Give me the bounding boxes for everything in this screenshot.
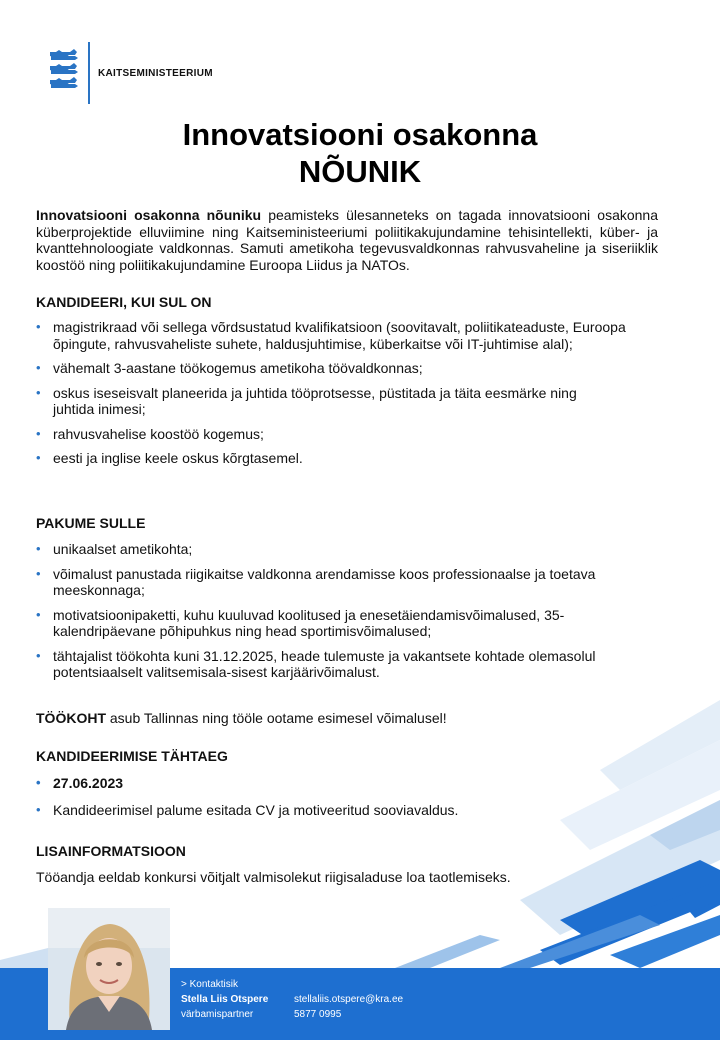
page-title-line1: Innovatsiooni osakonna — [182, 117, 538, 152]
extra-info-text: Tööandja eeldab konkursi võitjalt valmisolekut riigisaladuse loa taotlemiseks. — [36, 869, 511, 885]
list-item: • unikaalset ametikohta; — [36, 541, 656, 558]
requirements-heading: KANDIDEERI, KUI SUL ON — [36, 294, 212, 310]
deadline-heading: KANDIDEERIMISE TÄHTAEG — [36, 748, 228, 764]
deadline-list — [36, 775, 656, 818]
list-item: • rahvusvahelise koostöö kogemus; — [36, 426, 656, 443]
list-item: • motivatsioonipaketti, kuhu kuuluvad koolitused ja enesetäiendamisvõimalused, 35-kalendripäevane põhipuhkus ning head sportimisvõimalused; — [36, 607, 656, 640]
offer-list — [36, 541, 656, 681]
intro-bold-lead: Innovatsiooni osakonna nõuniku — [36, 207, 262, 223]
deadline-date: • 27.06.2023 — [36, 775, 656, 792]
contact-phone[interactable]: 5877 0995 — [294, 1009, 342, 1020]
list-item: • eesti ja inglise keele oskus kõrgtasemel. — [36, 450, 656, 467]
list-item: • oskus iseseisvalt planeerida ja juhtida tööprotsesse, püstitada ja täita eesmärke ning juhtida inimesi; — [36, 385, 656, 418]
contact-photo — [48, 908, 170, 1030]
contact-name: Stella Liis Otspere — [181, 994, 269, 1005]
contact-email[interactable]: stellaliis.otspere@kra.ee — [294, 994, 404, 1005]
list-item: • tähtajalist töökohta kuni 31.12.2025, heade tulemuste ja vakantsete kohtade olemasolul potentsiaalselt valitsemisala-sisest karjäärivõimalust. — [36, 648, 656, 681]
intro-paragraph — [36, 207, 658, 273]
intro-text: peamisteks ülesanneteks on tagada innovatsiooni osakonna küberprojektide elluviimine ning Kaitseministeeriumi poliitikakujundamine tehisintellekti, küber- ja kvanttehnoloogiate valdkonnas. Samuti ametikoha tegevusvaldkonnas rahvusvaheline ja siseriiklik koostöö ning poliitikakujundamine Euroopa Liidus ja NATOs. — [36, 207, 658, 273]
requirements-list — [36, 319, 656, 467]
workplace-paragraph — [36, 710, 676, 727]
coat-of-arms-logo-icon — [48, 48, 82, 96]
list-item: • magistrikraad või sellega võrdsustatud kvalifikatsioon (soovitavalt, poliitikateaduste, Euroopa õpingute, rahvusvaheliste suhete, haldusjuhtimise, küberkaitse või IT-juhtimise alal); — [36, 319, 656, 352]
contact-role: värbamispartner — [181, 1009, 254, 1020]
workplace-bold-lead: TÖÖKOHT — [36, 710, 106, 726]
list-item: • võimalust panustada riigikaitse valdkonna arendamisse koos professionaalse ja toetava meeskonnaga; — [36, 566, 656, 599]
workplace-text: asub Tallinnas ning tööle ootame esimesel võimalusel! — [106, 710, 447, 726]
organization-name: KAITSEMINISTEERIUM — [98, 68, 213, 79]
contact-block — [181, 977, 268, 1022]
list-item: • vähemalt 3-aastane töökogemus ametikoha töövaldkonnas; — [36, 360, 656, 377]
extra-info-heading: LISAINFORMATSIOON — [36, 843, 186, 859]
contact-details — [294, 992, 403, 1022]
offer-heading: PAKUME SULLE — [36, 515, 146, 531]
contact-label: > Kontaktisik — [181, 979, 238, 990]
deadline-note: • Kandideerimisel palume esitada CV ja motiveeritud sooviavaldus. — [36, 802, 656, 819]
logo-divider — [88, 42, 90, 104]
page-title-line2: NÕUNIK — [298, 154, 422, 189]
